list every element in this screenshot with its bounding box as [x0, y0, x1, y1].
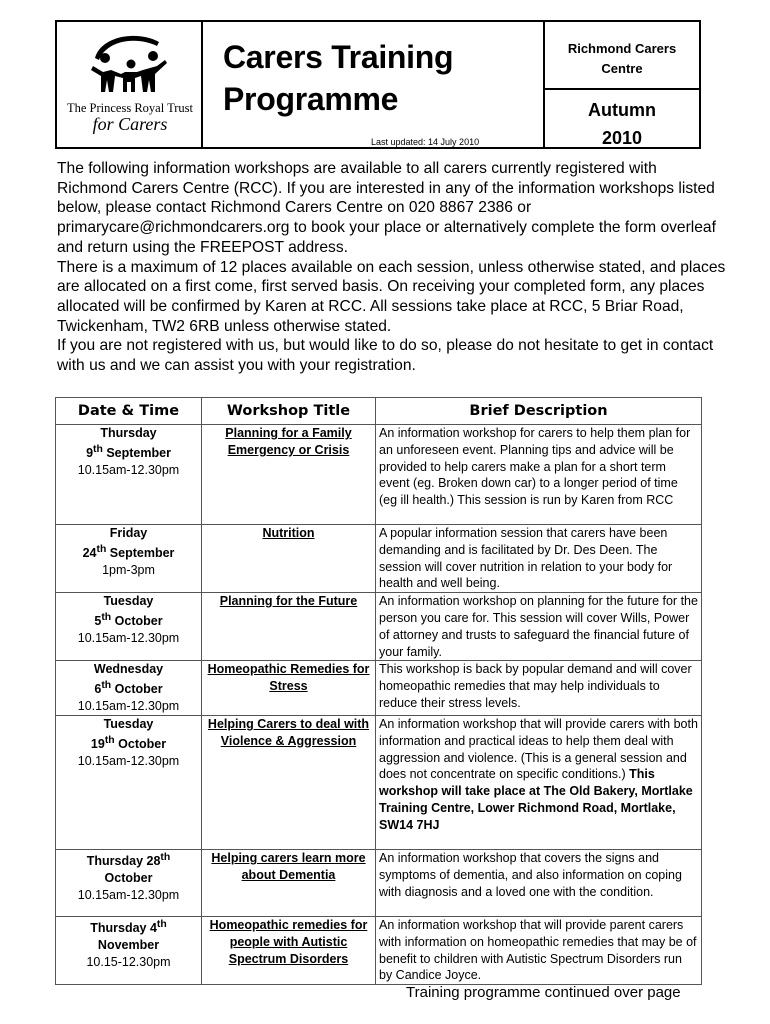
description-bold: This workshop will take place at The Old Bakery, Mortlake Training Centre, Lower Richmond Road, Mortlake, SW14 7HJ — [379, 767, 693, 832]
table-row — [56, 525, 702, 593]
description-text: An information workshop on planning for the future for the person you care for. This session will cover Wills, Power of attorney and trusts to safeguard the financial future of your family. — [379, 594, 698, 659]
description-text: An information workshop for carers to help them plan for an unforeseen event. Planning tips and advice will be provided to help carers make a plan for a short term event (eg. Broken down car) to a longer period of time (eg ill health.) This session is run by Karen from RCC — [379, 426, 691, 508]
description-text: A popular information session that carers have been demanding and is facilitated by Dr. Des Deen. The session will cover nutrition in relation to your body for health and well being. — [379, 526, 673, 591]
intro-text — [57, 159, 727, 376]
day-date — [59, 917, 198, 937]
month: October — [114, 614, 163, 629]
day: Thursday 4 — [90, 921, 157, 936]
date-cell — [56, 715, 202, 849]
date — [59, 442, 198, 462]
logo-trust-text: The Princess Royal Trust — [66, 101, 194, 115]
org-line-1: Richmond Carers — [567, 41, 677, 56]
date-suffix: th — [104, 734, 115, 746]
org-name — [545, 39, 699, 79]
date-num: 6 — [94, 682, 102, 697]
description — [376, 425, 702, 525]
day: Thursday 28 — [86, 854, 161, 869]
logo-cell — [57, 22, 203, 147]
day: Tuesday — [103, 594, 154, 609]
term-season: Autumn — [588, 100, 656, 120]
logo-carers-text: for Carers — [92, 114, 168, 134]
date-num: 24 — [82, 545, 97, 560]
day: Friday — [109, 526, 148, 540]
month: September — [106, 445, 171, 460]
date-suffix: th — [160, 851, 171, 863]
intro-paragraph-1: The following information workshops are available to all carers currently registered with Richmond Carers Centre (RCC). If you are interested in any of the information workshops listed below, please contact Richmond Carers Centre on 020 8867 2386 or primarycare@richmondcarers.org to book your place or alternatively complete the form overleaf and return using the FREEPOST address. — [57, 160, 716, 256]
description-text: This workshop is back by popular demand and will cover homeopathic remedies that may help individuals to reduce their stress levels. — [379, 662, 692, 710]
table-row — [56, 593, 702, 661]
date — [59, 678, 198, 698]
table-body — [56, 425, 702, 985]
date-cell — [56, 916, 202, 984]
day: Thursday — [100, 426, 157, 440]
month: November — [97, 937, 160, 952]
title-line-1: Carers Training — [223, 39, 454, 75]
date-num: 9 — [86, 445, 94, 460]
time: 10.15am-12.30pm — [77, 462, 180, 477]
date-num: 5 — [94, 614, 102, 629]
title-line-2: Programme — [223, 81, 399, 117]
workshop-title: Nutrition — [202, 525, 376, 593]
workshop-title: Planning for the Future — [202, 593, 376, 661]
day-date — [59, 850, 198, 870]
sessions-table — [55, 397, 702, 985]
table-row — [56, 715, 702, 849]
intro-paragraph-2: There is a maximum of 12 places available on each session, unless otherwise stated, and places are allocated on a first come, first served basis. On receiving your completed form, any places allocated will be confirmed by Karen at RCC. All sessions take place at RCC, 5 Briar Road, Twickenham, TW2 6RB unless otherwise stated. — [57, 258, 726, 335]
date-suffix: th — [156, 918, 167, 930]
continued-note: Training programme continued over page — [406, 984, 681, 1001]
table-row — [56, 849, 702, 916]
date-suffix: th — [96, 543, 107, 555]
month: October — [114, 682, 163, 697]
table-header-row — [56, 398, 702, 425]
month: September — [109, 545, 175, 560]
workshop-title: Homeopathic Remedies for Stress — [202, 661, 376, 716]
header-desc: Brief Description — [376, 398, 702, 425]
time: 10.15am-12.30pm — [77, 699, 180, 714]
date-cell — [56, 525, 202, 593]
date-cell — [56, 661, 202, 716]
description — [376, 525, 702, 593]
date — [59, 610, 198, 630]
org-cell — [545, 22, 699, 147]
intro-paragraph-3: If you are not registered with us, but would like to do so, please do not hesitate to get in contact with us and we can assist you with your registration. — [57, 337, 714, 375]
date-cell — [56, 849, 202, 916]
date — [59, 542, 198, 562]
header-date: Date & Time — [56, 398, 202, 425]
date-cell — [56, 593, 202, 661]
term-year: 2010 — [601, 128, 643, 148]
table-row — [56, 916, 702, 984]
title-cell — [203, 22, 545, 147]
description-text: An information workshop that will provide parent carers with information on homeopathic remedies that may be of benefit to children with Autistic Spectrum Disorders run by Candice Joyce. — [379, 917, 697, 983]
description-text: An information workshop that covers the signs and symptoms of dementia, and also information on coping with diagnosis and a loved one with the condition. — [379, 850, 682, 899]
date-num: 19 — [90, 736, 105, 751]
date-suffix: th — [93, 443, 103, 455]
table-row — [56, 661, 702, 716]
time: 1pm-3pm — [102, 562, 155, 577]
header-box — [55, 20, 701, 149]
description — [376, 849, 702, 916]
date-suffix: th — [101, 680, 112, 692]
description — [376, 661, 702, 716]
workshop-title: Helping carers learn more about Dementia — [202, 849, 376, 916]
date-cell — [56, 425, 202, 525]
month: October — [104, 870, 153, 885]
description — [376, 916, 702, 984]
workshop-title: Planning for a Family Emergency or Crisis — [202, 425, 376, 525]
table-row — [56, 425, 702, 525]
page-title — [223, 36, 453, 120]
org-divider — [545, 88, 699, 90]
time: 10.15am-12.30pm — [77, 887, 180, 902]
month: October — [118, 736, 167, 751]
description — [376, 593, 702, 661]
description — [376, 715, 702, 849]
workshop-title: Homeopathic remedies for people with Autistic Spectrum Disorders — [202, 916, 376, 984]
last-updated: Last updated: 14 July 2010 — [371, 137, 480, 147]
day: Tuesday — [103, 716, 154, 731]
day: Wednesday — [93, 662, 164, 677]
term — [545, 96, 699, 152]
workshop-title: Helping Carers to deal with Violence & Aggression — [202, 715, 376, 849]
header-title: Workshop Title — [202, 398, 376, 425]
time: 10.15-12.30pm — [86, 954, 171, 969]
date — [59, 733, 198, 753]
time: 10.15am-12.30pm — [77, 630, 180, 645]
description-text: An information workshop that will provide carers with both information and practical ideas to help them deal with aggression and violence. (This is a general session and does not concentrate on specific conditions.) — [379, 716, 698, 782]
org-line-2: Centre — [601, 61, 643, 76]
carers-logo-icon — [85, 30, 175, 100]
date-suffix: th — [101, 611, 112, 623]
time: 10.15am-12.30pm — [77, 753, 180, 768]
